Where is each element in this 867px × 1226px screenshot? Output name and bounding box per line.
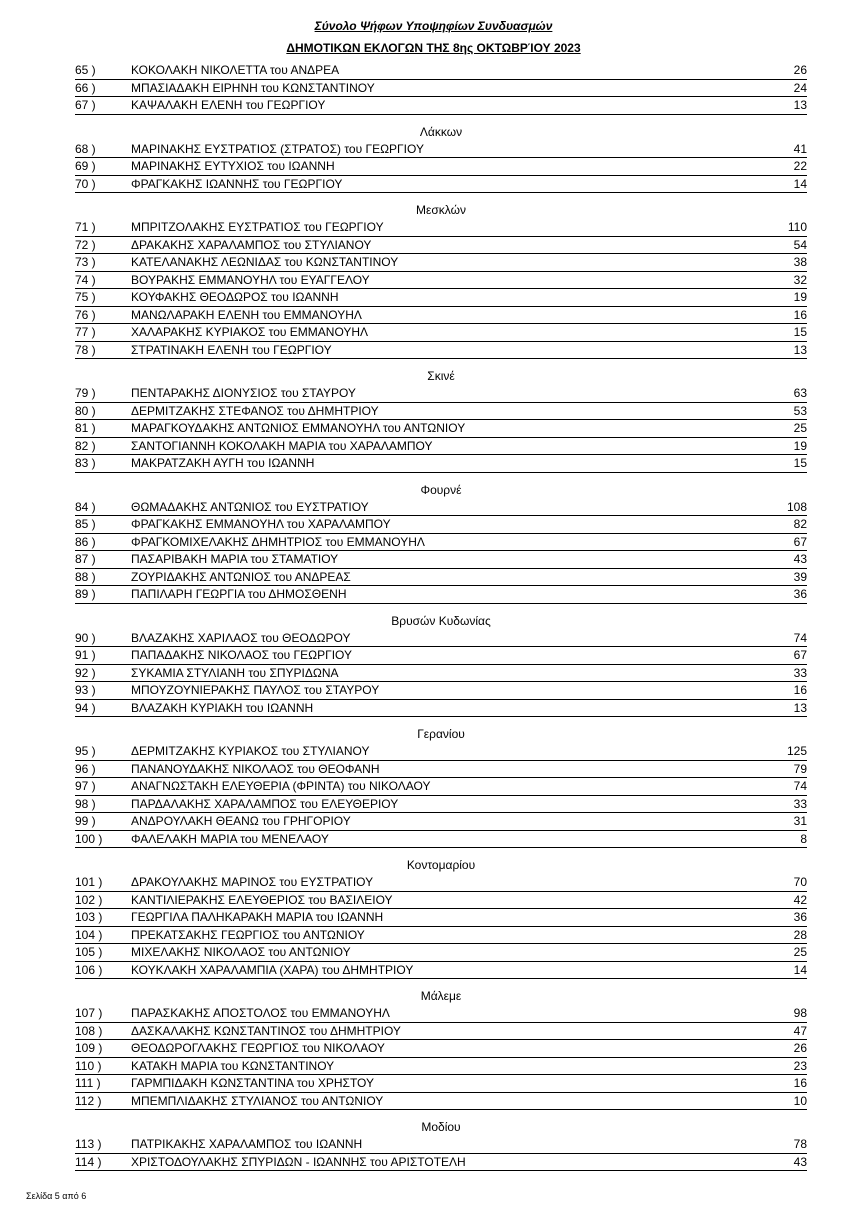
candidate-name: ΑΝΔΡΟΥΛΑΚΗ ΘΕΑΝΩ του ΓΡΗΓΟΡΙΟΥ — [131, 814, 351, 828]
candidate-votes: 42 — [793, 892, 807, 907]
candidate-name: ΜΠΟΥΖΟΥΝΙΕΡΑΚΗΣ ΠΑΥΛΟΣ του ΣΤΑΥΡΟΥ — [131, 683, 380, 697]
candidate-row — [75, 324, 807, 342]
candidate-row — [75, 569, 807, 587]
candidate-votes-list — [75, 62, 807, 1171]
candidate-votes: 25 — [793, 945, 807, 959]
candidate-row — [75, 813, 807, 831]
candidate-number: 86 ) — [75, 534, 96, 549]
candidate-votes: 10 — [793, 1093, 807, 1108]
candidate-name: ΑΝΑΓΝΩΣΤΑΚΗ ΕΛΕΥΘΕΡΙΑ (ΦΡΙΝΤΑ) του ΝΙΚΟΛΑΟΥ — [131, 779, 431, 793]
candidate-name: ΔΡΑΚΑΚΗΣ ΧΑΡΑΛΑΜΠΟΣ του ΣΤΥΛΙΑΝΟΥ — [131, 237, 372, 252]
candidate-number: 72 ) — [75, 237, 96, 252]
candidate-votes: 36 — [793, 587, 807, 601]
candidate-votes: 13 — [793, 342, 807, 357]
candidate-name: ΔΕΡΜΙΤΖΑΚΗΣ ΚΥΡΙΑΚΟΣ του ΣΤΥΛΙΑΝΟΥ — [131, 744, 370, 758]
candidate-row — [75, 516, 807, 534]
candidate-number: 74 ) — [75, 272, 96, 287]
candidate-name: ΒΟΥΡΑΚΗΣ ΕΜΜΑΝΟΥΗΛ του ΕΥΑΓΓΕΛΟΥ — [131, 272, 370, 287]
candidate-votes: 43 — [793, 552, 807, 566]
candidate-votes: 82 — [793, 517, 807, 531]
candidate-row — [75, 874, 807, 892]
candidate-votes: 38 — [793, 255, 807, 269]
candidate-votes: 47 — [793, 1023, 807, 1038]
candidate-votes: 74 — [793, 630, 807, 645]
candidate-name: ΠΑΣΑΡΙΒΑΚΗ ΜΑΡΙΑ του ΣΤΑΜΑΤΙΟΥ — [131, 552, 339, 566]
candidate-votes: 14 — [793, 176, 807, 191]
candidate-number: 78 ) — [75, 342, 96, 357]
candidate-votes: 26 — [793, 63, 807, 77]
candidate-name: ΒΛΑΖΑΚΗ ΚΥΡΙΑΚΗ του ΙΩΑΝΝΗ — [131, 700, 314, 715]
candidate-votes: 33 — [793, 665, 807, 680]
area-name: Γερανίου — [417, 727, 465, 741]
candidate-name: ΚΑΨΑΛΑΚΗ ΕΛΕΝΗ του ΓΕΩΡΓΙΟΥ — [131, 98, 326, 112]
candidate-number: 68 ) — [75, 141, 96, 156]
candidate-votes: 8 — [800, 831, 807, 846]
candidate-row — [75, 665, 807, 683]
candidate-name: ΣΥΚΑΜΙΑ ΣΤΥΛΙΑΝΗ του ΣΠΥΡΙΔΩΝΑ — [131, 665, 339, 680]
candidate-row — [75, 1005, 807, 1023]
candidate-row — [75, 342, 807, 360]
candidate-votes: 53 — [793, 403, 807, 418]
candidate-name: ΠΑΝΑΝΟΥΔΑΚΗΣ ΝΙΚΟΛΑΟΣ του ΘΕΟΦΑΝΗ — [131, 761, 380, 776]
candidate-row — [75, 141, 807, 159]
candidate-name: ΠΑΤΡΙΚΑΚΗΣ ΧΑΡΑΛΑΜΠΟΣ του ΙΩΑΝΝΗ — [131, 1137, 363, 1151]
candidate-votes: 22 — [793, 159, 807, 173]
candidate-name: ΘΩΜΑΔΑΚΗΣ ΑΝΤΩΝΙΟΣ του ΕΥΣΤΡΑΤΙΟΥ — [131, 499, 369, 514]
candidate-name: ΜΙΧΕΛΑΚΗΣ ΝΙΚΟΛΑΟΣ του ΑΝΤΩΝΙΟΥ — [131, 945, 351, 959]
candidate-row — [75, 551, 807, 569]
candidate-number: 109 ) — [75, 1041, 103, 1055]
candidate-name: ΜΑΡΙΝΑΚΗΣ ΕΥΣΤΡΑΤΙΟΣ (ΣΤΡΑΤΟΣ) του ΓΕΩΡΓΙΟΥ — [131, 141, 424, 156]
candidate-number: 93 ) — [75, 683, 96, 697]
candidate-name: ΓΑΡΜΠΙΔΑΚΗ ΚΩΝΣΤΑΝΤΙΝΑ του ΧΡΗΣΤΟΥ — [131, 1076, 375, 1090]
candidate-number: 107 ) — [75, 1006, 103, 1020]
candidate-name: ΦΡΑΓΚΑΚΗΣ ΙΩΑΝΝΗΣ του ΓΕΩΡΓΙΟΥ — [131, 176, 343, 191]
candidate-number: 81 ) — [75, 421, 96, 435]
candidate-votes: 15 — [793, 456, 807, 470]
candidate-number: 110 ) — [75, 1058, 102, 1073]
candidate-row — [75, 80, 807, 98]
candidate-votes: 125 — [786, 744, 807, 758]
candidate-row — [75, 892, 807, 910]
candidate-name: ΠΡΕΚΑΤΣΑΚΗΣ ΓΕΩΡΓΙΟΣ του ΑΝΤΩΝΙΟΥ — [131, 927, 365, 942]
candidate-votes: 67 — [793, 648, 807, 662]
candidate-row — [75, 647, 807, 665]
candidate-number: 67 ) — [75, 98, 96, 112]
candidate-number: 106 ) — [75, 962, 103, 977]
document-title: Σύνολο Ψήφων Υποψηφίων Συνδυασμών — [314, 19, 553, 33]
candidate-votes: 32 — [793, 272, 807, 287]
candidate-row — [75, 403, 807, 421]
candidate-name: ΜΑΝΩΛΑΡΑΚΗ ΕΛΕΝΗ του ΕΜΜΑΝΟΥΗΛ — [131, 307, 362, 322]
candidate-number: 71 ) — [75, 220, 96, 234]
candidate-row — [75, 682, 807, 700]
candidate-number: 113 ) — [75, 1137, 102, 1151]
candidate-name: ΣΤΡΑΤΙΝΑΚΗ ΕΛΕΝΗ του ΓΕΩΡΓΙΟΥ — [131, 342, 332, 357]
candidate-number: 76 ) — [75, 307, 96, 322]
candidate-name: ΔΑΣΚΑΛΑΚΗΣ ΚΩΝΣΤΑΝΤΙΝΟΣ του ΔΗΜΗΤΡΙΟΥ — [131, 1023, 401, 1038]
candidate-number: 69 ) — [75, 159, 96, 173]
candidate-votes: 74 — [793, 779, 807, 793]
candidate-votes: 26 — [793, 1041, 807, 1055]
candidate-row — [75, 1093, 807, 1111]
candidate-row — [75, 1040, 807, 1058]
candidate-votes: 39 — [793, 569, 807, 584]
candidate-row — [75, 1075, 807, 1093]
candidate-votes: 70 — [793, 875, 807, 889]
candidate-number: 108 ) — [75, 1023, 103, 1038]
candidate-votes: 41 — [793, 141, 807, 156]
candidate-number: 94 ) — [75, 700, 96, 715]
candidate-votes: 23 — [793, 1058, 807, 1073]
candidate-row — [75, 944, 807, 962]
candidate-row — [75, 289, 807, 307]
candidate-row — [75, 307, 807, 325]
document-subtitle: ΔΗΜΟΤΙΚΩΝ ΕΚΛΟΓΩΝ ΤΗΣ 8ης ΟΚΤΩΒΡΊΟΥ 2023 — [286, 41, 581, 55]
candidate-row — [75, 420, 807, 438]
candidate-votes: 14 — [793, 962, 807, 977]
candidate-row — [75, 1136, 807, 1154]
candidate-name: ΜΑΡΙΝΑΚΗΣ ΕΥΤΥΧΙΟΣ του ΙΩΑΝΝΗ — [131, 159, 335, 173]
candidate-name: ΘΕΟΔΩΡΟΓΛΑΚΗΣ ΓΕΩΡΓΙΟΣ του ΝΙΚΟΛΑΟΥ — [131, 1041, 385, 1055]
candidate-name: ΚΟΚΟΛΑΚΗ ΝΙΚΟΛΕΤΤΑ του ΑΝΔΡΕΑ — [131, 63, 340, 77]
candidate-votes: 33 — [793, 796, 807, 811]
candidate-name: ΖΟΥΡΙΔΑΚΗΣ ΑΝΤΩΝΙΟΣ του ΑΝΔΡΕΑΣ — [131, 569, 351, 584]
candidate-number: 100 ) — [75, 831, 103, 846]
candidate-row — [75, 586, 807, 604]
candidate-name: ΔΕΡΜΙΤΖΑΚΗΣ ΣΤΕΦΑΝΟΣ του ΔΗΜΗΤΡΙΟΥ — [131, 403, 379, 418]
candidate-row — [75, 1058, 807, 1076]
candidate-number: 98 ) — [75, 796, 96, 811]
candidate-name: ΚΑΤΑΚΗ ΜΑΡΙΑ του ΚΩΝΣΤΑΝΤΙΝΟΥ — [131, 1058, 335, 1073]
candidate-votes: 16 — [793, 307, 807, 322]
area-name: Λάκκων — [419, 124, 463, 139]
area-name: Κοντομαρίου — [406, 858, 476, 872]
candidate-name: ΜΠΑΣΙΑΔΑΚΗ ΕΙΡΗΝΗ του ΚΩΝΣΤΑΝΤΙΝΟΥ — [131, 80, 375, 95]
candidate-votes: 43 — [793, 1154, 807, 1169]
candidate-number: 92 ) — [75, 665, 96, 680]
candidate-votes: 98 — [793, 1006, 807, 1020]
candidate-number: 87 ) — [75, 552, 96, 566]
page-number: Σελίδα 5 από 6 — [26, 1191, 87, 1201]
candidate-row — [75, 237, 807, 255]
candidate-votes: 16 — [793, 683, 807, 697]
candidate-number: 102 ) — [75, 892, 103, 907]
candidate-name: ΜΑΡΑΓΚΟΥΔΑΚΗΣ ΑΝΤΩΝΙΟΣ ΕΜΜΑΝΟΥΗΛ του ΑΝΤΩΝΙΟΥ — [131, 421, 466, 435]
candidate-number: 112 ) — [75, 1093, 102, 1108]
candidate-votes: 79 — [793, 761, 807, 776]
candidate-name: ΚΟΥΚΛΑΚΗ ΧΑΡΑΛΑΜΠΙΑ (ΧΑΡΑ) του ΔΗΜΗΤΡΙΟΥ — [131, 962, 414, 977]
candidate-name: ΚΟΥΦΑΚΗΣ ΘΕΟΔΩΡΟΣ του ΙΩΑΝΝΗ — [131, 290, 339, 304]
candidate-name: ΓΕΩΡΓΙΛΑ ΠΑΛΗΚΑΡΑΚΗ ΜΑΡΙΑ του ΙΩΑΝΝΗ — [131, 910, 384, 924]
candidate-name: ΧΡΙΣΤΟΔΟΥΛΑΚΗΣ ΣΠΥΡΙΔΩΝ - ΙΩΑΝΝΗΣ του ΑΡΙΣΤΟΤΕΛΗ — [131, 1154, 466, 1169]
candidate-name: ΔΡΑΚΟΥΛΑΚΗΣ ΜΑΡΙΝΟΣ του ΕΥΣΤΡΑΤΙΟΥ — [131, 875, 374, 889]
area-name: Βρυσών Κυδωνίας — [391, 613, 491, 628]
candidate-row — [75, 909, 807, 927]
candidate-name: ΠΑΠΑΔΑΚΗΣ ΝΙΚΟΛΑΟΣ του ΓΕΩΡΓΙΟΥ — [131, 648, 353, 662]
candidate-number: 82 ) — [75, 438, 96, 453]
area-name: Μοδίου — [421, 1120, 461, 1134]
candidate-row — [75, 219, 807, 237]
candidate-votes: 36 — [793, 910, 807, 924]
candidate-votes: 19 — [793, 438, 807, 453]
candidate-row — [75, 499, 807, 517]
candidate-row — [75, 796, 807, 814]
candidate-row — [75, 97, 807, 115]
candidate-row — [75, 438, 807, 456]
candidate-votes: 16 — [793, 1076, 807, 1090]
candidate-number: 65 ) — [75, 63, 96, 77]
candidate-number: 114 ) — [75, 1154, 102, 1169]
candidate-number: 70 ) — [75, 176, 96, 191]
area-name: Μεσκλών — [416, 203, 466, 217]
candidate-name: ΦΡΑΓΚΑΚΗΣ ΕΜΜΑΝΟΥΗΛ του ΧΑΡΑΛΑΜΠΟΥ — [131, 517, 391, 531]
candidate-votes: 15 — [793, 325, 807, 339]
area-name: Σκινέ — [427, 369, 455, 383]
candidate-number: 88 ) — [75, 569, 96, 584]
candidate-number: 84 ) — [75, 499, 96, 514]
candidate-row — [75, 700, 807, 718]
candidate-number: 83 ) — [75, 456, 96, 470]
candidate-votes: 13 — [793, 98, 807, 112]
area-heading — [75, 359, 807, 385]
candidate-row — [75, 158, 807, 176]
area-heading — [75, 979, 807, 1005]
candidate-row — [75, 927, 807, 945]
candidate-votes: 63 — [793, 386, 807, 400]
candidate-votes: 28 — [793, 927, 807, 942]
candidate-number: 77 ) — [75, 325, 96, 339]
candidate-row — [75, 62, 807, 80]
candidate-number: 97 ) — [75, 779, 96, 793]
candidate-votes: 25 — [793, 421, 807, 435]
candidate-votes: 108 — [786, 499, 807, 514]
candidate-number: 75 ) — [75, 290, 96, 304]
candidate-name: ΠΑΠΙΛΑΡΗ ΓΕΩΡΓΙΑ του ΔΗΜΟΣΘΕΝΗ — [131, 587, 347, 601]
candidate-name: ΠΑΡΔΑΛΑΚΗΣ ΧΑΡΑΛΑΜΠΟΣ του ΕΛΕΥΘΕΡΙΟΥ — [131, 796, 399, 811]
candidate-row — [75, 778, 807, 796]
candidate-votes: 54 — [793, 237, 807, 252]
candidate-row — [75, 176, 807, 194]
candidate-number: 101 ) — [75, 875, 103, 889]
candidate-name: ΠΕΝΤΑΡΑΚΗΣ ΔΙΟΝΥΣΙΟΣ του ΣΤΑΥΡΟΥ — [131, 386, 356, 400]
candidate-row — [75, 831, 807, 849]
candidate-number: 89 ) — [75, 587, 96, 601]
candidate-votes: 19 — [793, 290, 807, 304]
candidate-votes: 24 — [793, 80, 807, 95]
candidate-row — [75, 743, 807, 761]
candidate-row — [75, 1154, 807, 1172]
candidate-name: ΣΑΝΤΟΓΙΑΝΝΗ ΚΟΚΟΛΑΚΗ ΜΑΡΙΑ του ΧΑΡΑΛΑΜΠΟΥ — [131, 438, 433, 453]
area-name: Μάλεμε — [420, 989, 462, 1003]
candidate-number: 85 ) — [75, 517, 96, 531]
area-heading — [75, 193, 807, 219]
candidate-number: 90 ) — [75, 630, 96, 645]
candidate-number: 66 ) — [75, 80, 96, 95]
candidate-number: 73 ) — [75, 255, 96, 269]
candidate-name: ΠΑΡΑΣΚΑΚΗΣ ΑΠΟΣΤΟΛΟΣ του ΕΜΜΑΝΟΥΗΛ — [131, 1006, 390, 1020]
candidate-row — [75, 272, 807, 290]
candidate-row — [75, 761, 807, 779]
candidate-number: 80 ) — [75, 403, 96, 418]
area-heading — [75, 473, 807, 499]
candidate-name: ΒΛΑΖΑΚΗΣ ΧΑΡΙΛΑΟΣ του ΘΕΟΔΩΡΟΥ — [131, 630, 351, 645]
candidate-number: 79 ) — [75, 386, 96, 400]
candidate-row — [75, 534, 807, 552]
candidate-number: 96 ) — [75, 761, 96, 776]
candidate-number: 105 ) — [75, 945, 103, 959]
candidate-row — [75, 1023, 807, 1041]
candidate-name: ΜΠΕΜΠΛΙΔΑΚΗΣ ΣΤΥΛΙΑΝΟΣ του ΑΝΤΩΝΙΟΥ — [131, 1093, 384, 1108]
candidate-votes: 67 — [793, 534, 807, 549]
candidate-row — [75, 254, 807, 272]
candidate-row — [75, 455, 807, 473]
area-heading — [75, 1110, 807, 1136]
candidate-name: ΦΡΑΓΚΟΜΙΧΕΛΑΚΗΣ ΔΗΜΗΤΡΙΟΣ του ΕΜΜΑΝΟΥΗΛ — [131, 534, 425, 549]
candidate-name: ΜΠΡΙΤΖΟΛΑΚΗΣ ΕΥΣΤΡΑΤΙΟΣ του ΓΕΩΡΓΙΟΥ — [131, 220, 384, 234]
candidate-name: ΜΑΚΡΑΤΖΑΚΗ ΑΥΓΗ του ΙΩΑΝΝΗ — [131, 456, 315, 470]
candidate-row — [75, 630, 807, 648]
candidate-name: ΧΑΛΑΡΑΚΗΣ ΚΥΡΙΑΚΟΣ του ΕΜΜΑΝΟΥΗΛ — [131, 325, 369, 339]
candidate-name: ΚΑΤΕΛΑΝΑΚΗΣ ΛΕΩΝΙΔΑΣ του ΚΩΝΣΤΑΝΤΙΝΟΥ — [131, 255, 399, 269]
candidate-number: 95 ) — [75, 744, 96, 758]
candidate-number: 91 ) — [75, 648, 96, 662]
area-heading — [75, 115, 807, 141]
candidate-name: ΦΑΛΕΛΑΚΗ ΜΑΡΙΑ του ΜΕΝΕΛΑΟΥ — [131, 831, 329, 846]
candidate-votes: 13 — [793, 700, 807, 715]
candidate-votes: 110 — [787, 220, 807, 234]
candidate-number: 111 ) — [75, 1076, 101, 1090]
candidate-row — [75, 385, 807, 403]
candidate-number: 99 ) — [75, 814, 96, 828]
candidate-name: ΚΑΝΤΙΛΙΕΡΑΚΗΣ ΕΛΕΥΘΕΡΙΟΣ του ΒΑΣΙΛΕΙΟΥ — [131, 892, 393, 907]
candidate-number: 103 ) — [75, 910, 103, 924]
area-heading — [75, 604, 807, 630]
candidate-number: 104 ) — [75, 927, 103, 942]
candidate-votes: 78 — [793, 1137, 807, 1151]
area-name: Φουρνέ — [420, 482, 462, 497]
candidate-row — [75, 962, 807, 980]
candidate-votes: 31 — [793, 814, 807, 828]
area-heading — [75, 848, 807, 874]
area-heading — [75, 717, 807, 743]
